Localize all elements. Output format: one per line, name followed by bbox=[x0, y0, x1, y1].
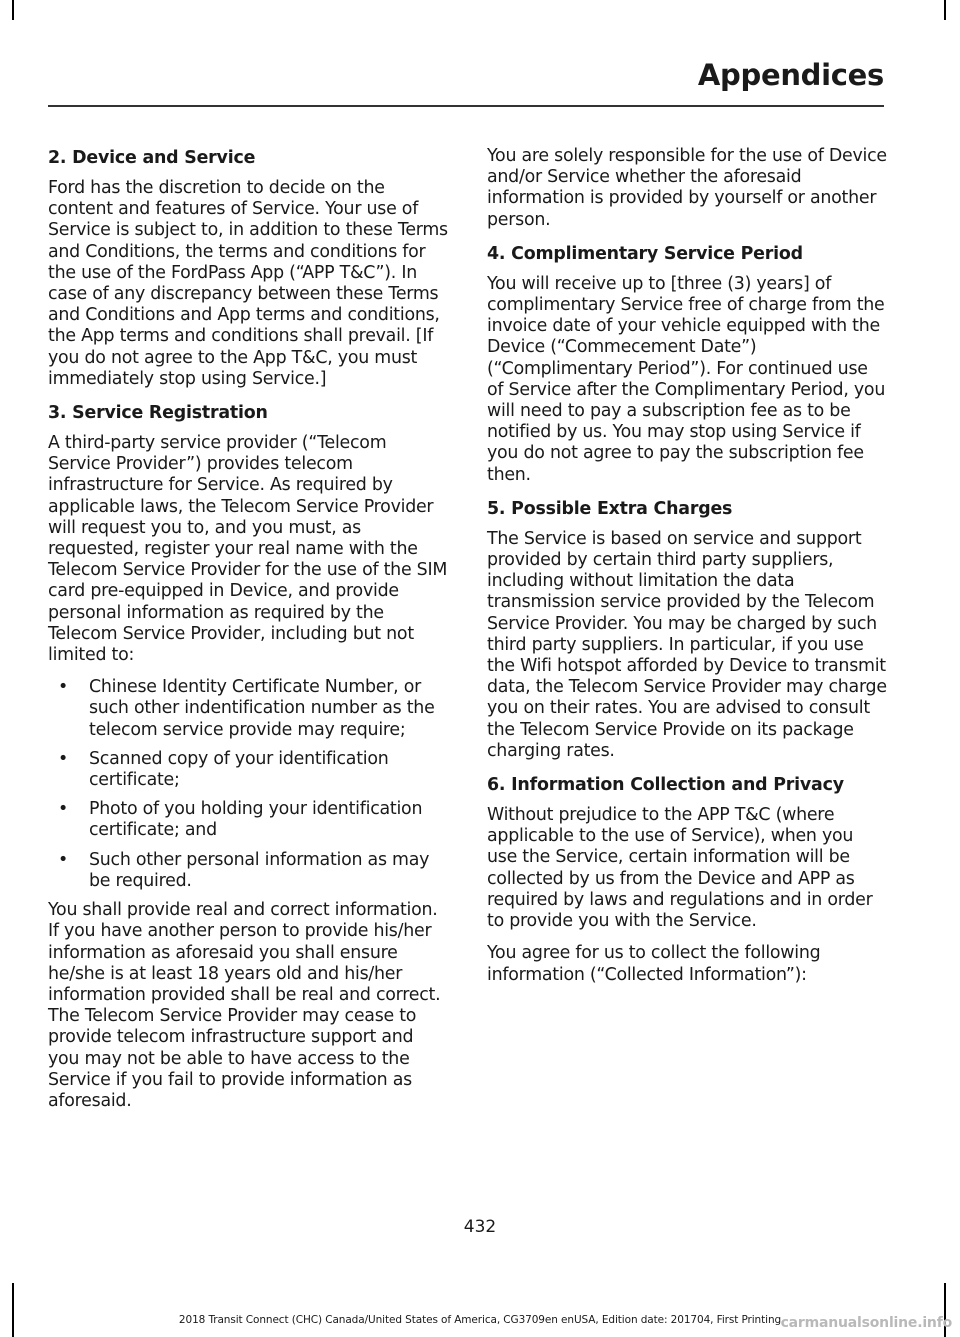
section-3-heading: 3. Service Registration bbox=[48, 403, 268, 424]
section-3-bullet-list bbox=[48, 677, 448, 892]
bullet-marker: • bbox=[58, 748, 69, 769]
watermark: carmanualsonline.info bbox=[780, 1315, 952, 1331]
crop-mark bbox=[12, 0, 14, 20]
list-item-text: Such other personal information as may be required. bbox=[89, 849, 430, 891]
list-item bbox=[48, 677, 448, 741]
section-2-paragraph: Ford has the discretion to decide on the content and features of Service. Your use of Service is subject to, in addition to these Terms and Conditions, the terms and conditions for the use of the FordPass App (“APP T&C”). In case of any discrepancy between these Terms and Conditions and App terms and conditions, the App terms and conditions shall prevail. [If you do not agree to the App T&C, you must immediately stop using Service.] bbox=[48, 178, 448, 389]
list-item bbox=[48, 850, 448, 892]
crop-mark bbox=[944, 0, 946, 20]
bullet-marker: • bbox=[58, 677, 69, 698]
section-5-heading: 5. Possible Extra Charges bbox=[487, 498, 733, 519]
bullet-marker: • bbox=[58, 799, 69, 820]
section-6-paragraph: Without prejudice to the APP T&C (where applicable to the use of Service), when you use the Service, certain information will be collected by us from the Device and APP as required by laws and regulations and in order to provide you with the Service. bbox=[487, 805, 873, 932]
section-3-paragraph-3: You are solely responsible for the use of Device and/or Service whether the aforesaid information is provided by yourself or another person. bbox=[487, 146, 887, 230]
crop-mark bbox=[12, 1283, 14, 1337]
edition-footer: 2018 Transit Connect (CHC) Canada/United States of America, CG3709en enUSA, Edition date: 201704, First Printing bbox=[178, 1314, 782, 1326]
section-6-heading: 6. Information Collection and Privacy bbox=[487, 775, 844, 796]
page-number: 432 bbox=[463, 1217, 497, 1237]
list-item-text: Chinese Identity Certificate Number, or such other indentification number as the telecom service provide may require; bbox=[89, 677, 435, 740]
section-6-paragraph-2: You agree for us to collect the following information (“Collected Information”): bbox=[487, 943, 821, 985]
section-4-heading: 4. Complimentary Service Period bbox=[487, 243, 803, 264]
list-item-text: Scanned copy of your identification certificate; bbox=[89, 748, 389, 791]
section-2-heading: 2. Device and Service bbox=[48, 148, 256, 168]
page-title: Appendices bbox=[697, 58, 884, 92]
list-item-text: Photo of you holding your identification certificate; and bbox=[89, 799, 423, 841]
bullet-marker: • bbox=[58, 849, 69, 870]
header-divider bbox=[48, 105, 884, 107]
section-3-paragraph: A third-party service provider (“Telecom Service Provider”) provides telecom infrastructure for Service. As required by applicable laws, the Telecom Service Provider will request you to, and you must, as requested, register your real name with the Telecom Service Provider for the use of the SIM card pre-equipped in Device, and provide personal information as required by the Telecom Service Provider, including but not limited to: bbox=[48, 433, 448, 666]
section-3-paragraph-2: You shall provide real and correct information. If you have another person to provide his/her information as aforesaid you shall ensure he/she is at least 18 years old and his/her information provided shall be real and correct. The Telecom Service Provider may cease to provide telecom infrastructure support and you may not be able to have access to the Service if you fail to provide information as aforesaid. bbox=[48, 900, 441, 1111]
list-item bbox=[48, 749, 448, 791]
right-column bbox=[487, 146, 887, 997]
list-item bbox=[48, 799, 448, 841]
left-column bbox=[48, 146, 448, 1123]
section-5-paragraph: The Service is based on service and support provided by certain third party suppliers, including without limitation the data transmission service provided by the Telecom Service Provider. You may be charged by such third party suppliers. In particular, if you use the Wifi hotspot afforded by Device to transmit data, the Telecom Service Provider may charge you on their rates. You are advised to consult the Telecom Service Provide on its package charging rates. bbox=[487, 528, 887, 761]
section-4-paragraph: You will receive up to [three (3) years] of complimentary Service free of charge from the invoice date of your vehicle equipped with the Device (“Commecement Date”) (“Complimentary Period”). For continued use of Service after the Complimentary Period, you will need to pay a subscription fee as to be notified by us. You may stop using Service if you do not agree to pay the subscription fee then. bbox=[487, 273, 886, 485]
